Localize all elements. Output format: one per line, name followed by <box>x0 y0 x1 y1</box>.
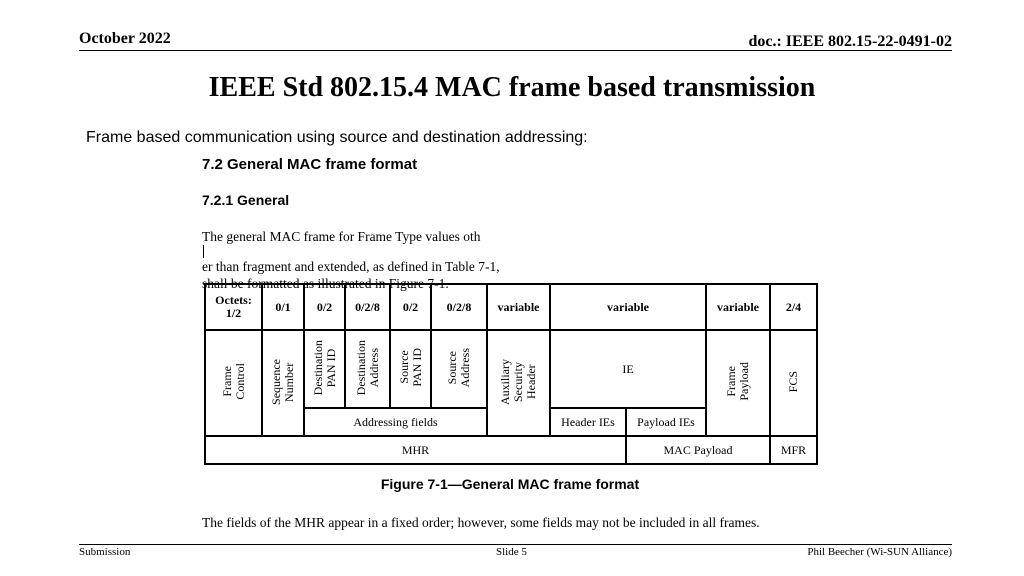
group-addressing-fields: Addressing fields <box>304 408 487 436</box>
field-dest-address <box>345 330 390 408</box>
field-dest-address-label: Destination Address <box>353 339 381 396</box>
text-cursor <box>203 245 204 258</box>
paragraph-line-2: shall be formatted as illustrated in Figure 7-1. <box>202 276 449 291</box>
octets-source-pan-id: 0/2 <box>390 284 431 330</box>
field-frame-control-label: Frame Control <box>219 363 247 400</box>
field-aux-security-header <box>487 330 550 436</box>
footer-slide-number: Slide 5 <box>496 546 527 558</box>
section-mfr: MFR <box>770 436 817 464</box>
octets-label: Octets: 1/2 <box>215 293 252 320</box>
field-dest-pan-id-label: Destination PAN ID <box>310 339 338 396</box>
mhr-note: The fields of the MHR appear in a fixed order; however, some fields may not be included in all frames. <box>202 515 760 530</box>
octets-fcs: 2/4 <box>770 284 817 330</box>
octets-source-address: 0/2/8 <box>431 284 487 330</box>
field-ie: IE <box>550 330 706 408</box>
intro-text: Frame based communication using source and destination addressing: <box>86 129 588 146</box>
octets-sequence-number: 0/1 <box>262 284 304 330</box>
field-frame-payload-label: Frame Payload <box>724 362 751 401</box>
paragraph-line-1-part-a: The general MAC frame for Frame Type values oth <box>202 229 481 244</box>
octets-dest-address: 0/2/8 <box>345 284 390 330</box>
field-source-address <box>431 330 487 408</box>
field-frame-control <box>205 330 262 436</box>
paragraph-line-1-part-b: er than fragment and extended, as defined in Table 7-1, <box>202 259 500 274</box>
footer-author: Phil Beecher (Wi-SUN Alliance) <box>807 546 952 558</box>
field-dest-pan-id <box>304 330 345 408</box>
group-payload-ies: Payload IEs <box>626 408 706 436</box>
field-fcs <box>770 330 817 436</box>
section-heading: 7.2 General MAC frame format <box>202 156 418 173</box>
octets-frame-payload: variable <box>706 284 770 330</box>
footer-submission: Submission <box>79 546 131 558</box>
header-divider <box>79 50 952 51</box>
octets-label-cell <box>205 284 262 330</box>
field-source-pan-id-label: Source PAN ID <box>396 348 424 387</box>
subsection-heading: 7.2.1 General <box>202 192 290 208</box>
slide-title: IEEE Std 802.15.4 MAC frame based transmission <box>208 72 816 103</box>
mac-frame-format-table <box>204 283 818 465</box>
section-mhr: MHR <box>205 436 626 464</box>
octets-aux-security-header: variable <box>487 284 550 330</box>
field-frame-payload <box>706 330 770 436</box>
field-sequence-number-label: Sequence Number <box>269 358 296 405</box>
octets-dest-pan-id: 0/2 <box>304 284 345 330</box>
paragraph-line-1 <box>202 228 842 275</box>
header-date: October 2022 <box>79 30 171 47</box>
footer-divider <box>79 544 952 545</box>
header-doc-id: doc.: IEEE 802.15-22-0491-02 <box>748 33 952 50</box>
octets-ie: variable <box>550 284 706 330</box>
field-fcs-label: FCS <box>786 370 800 393</box>
section-mac-payload: MAC Payload <box>626 436 770 464</box>
field-source-pan-id <box>390 330 431 408</box>
field-source-address-label: Source Address <box>445 347 472 388</box>
group-header-ies: Header IEs <box>550 408 626 436</box>
figure-caption: Figure 7-1—General MAC frame format <box>380 476 640 492</box>
field-aux-security-header-label: Auxiliary Security Header <box>498 358 538 405</box>
field-sequence-number <box>262 330 304 436</box>
